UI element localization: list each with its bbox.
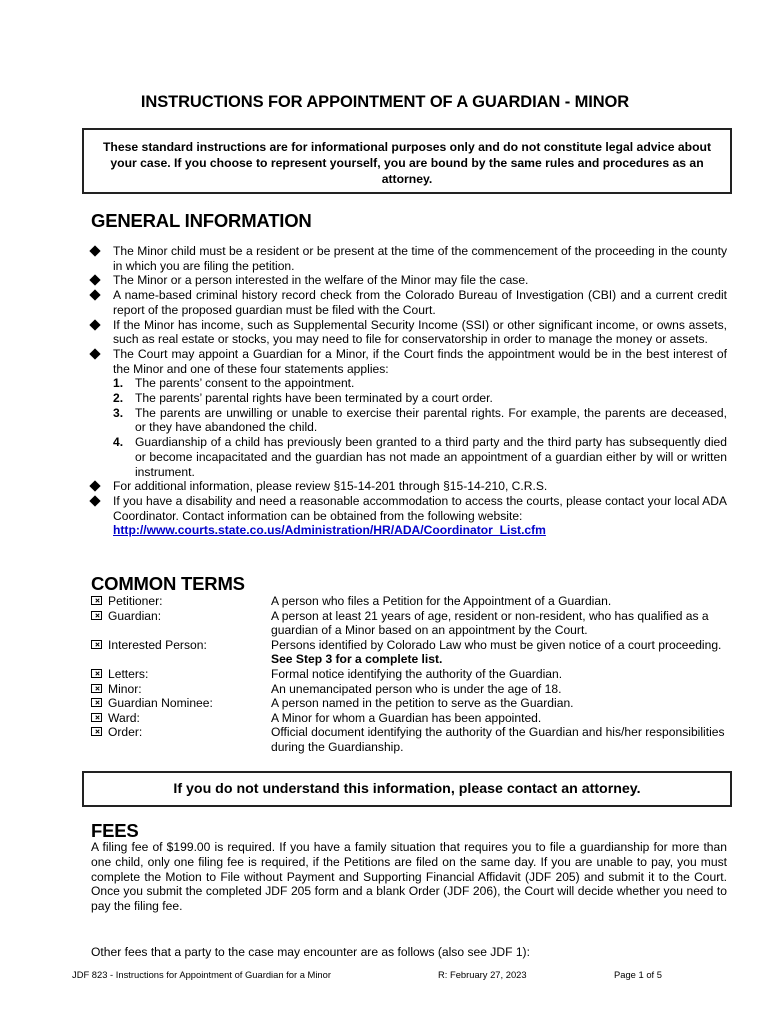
checkbox-x-icon [91,698,102,707]
term-label: Guardian: [108,608,162,623]
list-item: The Minor or a person interested in the welfare of the Minor may file the case. [91,273,727,288]
term-label: Petitioner: [108,594,163,608]
term-row [91,696,731,711]
footer-revision-date: R: February 27, 2023 [438,969,527,980]
checkbox-x-icon [91,727,102,736]
checkbox-x-icon [91,640,102,649]
numbered-statement: 2. The parents’ parental rights have been terminated by a court order. [113,391,493,406]
term-definition: A Minor for whom a Guardian has been appointed. [271,710,542,725]
term-label: Interested Person: [108,637,207,652]
fees-heading: FEES [91,820,139,841]
diamond-bullet-icon [89,495,100,506]
numbered-statement: 1. The parents’ consent to the appointment. [113,376,355,391]
diamond-bullet-icon [89,481,100,492]
diamond-bullet-icon [89,275,100,286]
term-definition: Formal notice identifying the authority of the Guardian. [271,666,563,681]
term-row [91,725,731,754]
term-row [91,638,731,667]
checkbox-x-icon [91,596,102,605]
term-definition: Persons identified by Colorado Law who must be given notice of a court proceeding. See Step 3 for a complete list. [271,637,722,667]
numbered-statement: 3. The parents are unwilling or unable to exercise their parental rights. For example, the parents are deceased, or they have abandoned the child. [113,405,727,435]
term-label: Minor: [108,681,142,696]
term-row [91,594,731,609]
term-definition: An unemancipated person who is under the age of 18. [271,681,562,696]
disclaimer-box: These standard instructions are for informational purposes only and do not constitute legal advice about your case. If you choose to represent yourself, you are bound by the same rules and procedures as an attorney. [82,128,732,194]
term-row [91,711,731,726]
term-definition: A person at least 21 years of age, resident or non-resident, who has qualified as a guardian of a Minor based on an appointment by the Court. [271,608,709,638]
diamond-bullet-icon [89,245,100,256]
term-label: Order: [108,725,143,740]
diamond-bullet-icon [89,348,100,359]
ada-coordinator-link[interactable]: http://www.courts.state.co.us/Administration/HR/ADA/Coordinator_List.cfm [113,523,546,538]
term-definition: A person named in the petition to serve as the Guardian. [271,696,574,711]
list-item: The Court may appoint a Guardian for a Minor, if the Court finds the appointment would be in the best interest of the Minor and one of these four statements applies: [91,347,727,376]
term-row [91,682,731,697]
footer-page-number: Page 1 of 5 [614,969,662,980]
term-label: Letters: [108,666,149,681]
list-item: If the Minor has income, such as Supplemental Security Income (SSI) or other significant income, or owns assets, such as real estate or stocks, you may need to file for conservatorship in order to manage the money or assets. [91,318,727,347]
general-information-list [91,244,727,538]
term-row [91,667,731,682]
term-label: Guardian Nominee: [108,696,213,711]
checkbox-x-icon [91,684,102,693]
list-item: For additional information, please review §15-14-201 through §15-14-210, C.R.S. [91,479,727,494]
page-title: INSTRUCTIONS FOR APPOINTMENT OF A GUARDIAN - MINOR [140,93,630,111]
checkbox-x-icon [91,611,102,620]
list-item: A name-based criminal history record check from the Colorado Bureau of Investigation (CBI) and a current credit report of the proposed guardian must be filed with the Court. [91,288,727,317]
list-item: If you have a disability and need a reasonable accommodation to access the courts, please contact your local ADA Coordinator. Contact information can be obtained from the following website: http://www.courts.state.co.us/Administration/HR/ADA/Coordinator_List.cfm [91,494,727,538]
footer-form-title: JDF 823 - Instructions for Appointment of Guardian for a Minor [72,969,331,980]
checkbox-x-icon [91,669,102,678]
general-information-heading: GENERAL INFORMATION [91,210,312,231]
fees-paragraph: A filing fee of $199.00 is required. If you have a family situation that requires you to file a guardianship for more than one child, only one filing fee is required, if the Petitions are filed on the same day. If you are unable to pay, you must complete the Motion to File without Payment and Supporting Financial Affidavit (JDF 205) and submit it to the Court. Once you submit the completed JDF 205 form and a blank Order (JDF 206), the Court will decide whether you need to pay the filing fee. [91,840,727,914]
see-step-note: See Step 3 for a complete list. [271,652,443,667]
list-item: The Minor child must be a resident or be present at the time of the commencement of the proceeding in the county in which you are filing the petition. [91,244,727,273]
checkbox-x-icon [91,713,102,722]
term-label: Ward: [108,710,140,725]
common-terms-heading: COMMON TERMS [91,573,245,594]
term-row [91,609,731,638]
common-terms-list [91,594,731,755]
other-fees-text: Other fees that a party to the case may encounter are as follows (also see JDF 1): [91,945,530,959]
term-definition: Official document identifying the authority of the Guardian and his/her responsibilities during the Guardianship. [271,725,725,754]
diamond-bullet-icon [89,289,100,300]
diamond-bullet-icon [89,319,100,330]
term-definition: A person who files a Petition for the Appointment of a Guardian. [271,594,612,608]
attorney-notice-box: If you do not understand this information, please contact an attorney. [82,771,732,807]
numbered-statement: 4. Guardianship of a child has previously been granted to a third party and the third party has subsequently died or become incapacitated and the guardian has not made an appointment of a guardian either by will or written instrument. [113,435,727,479]
